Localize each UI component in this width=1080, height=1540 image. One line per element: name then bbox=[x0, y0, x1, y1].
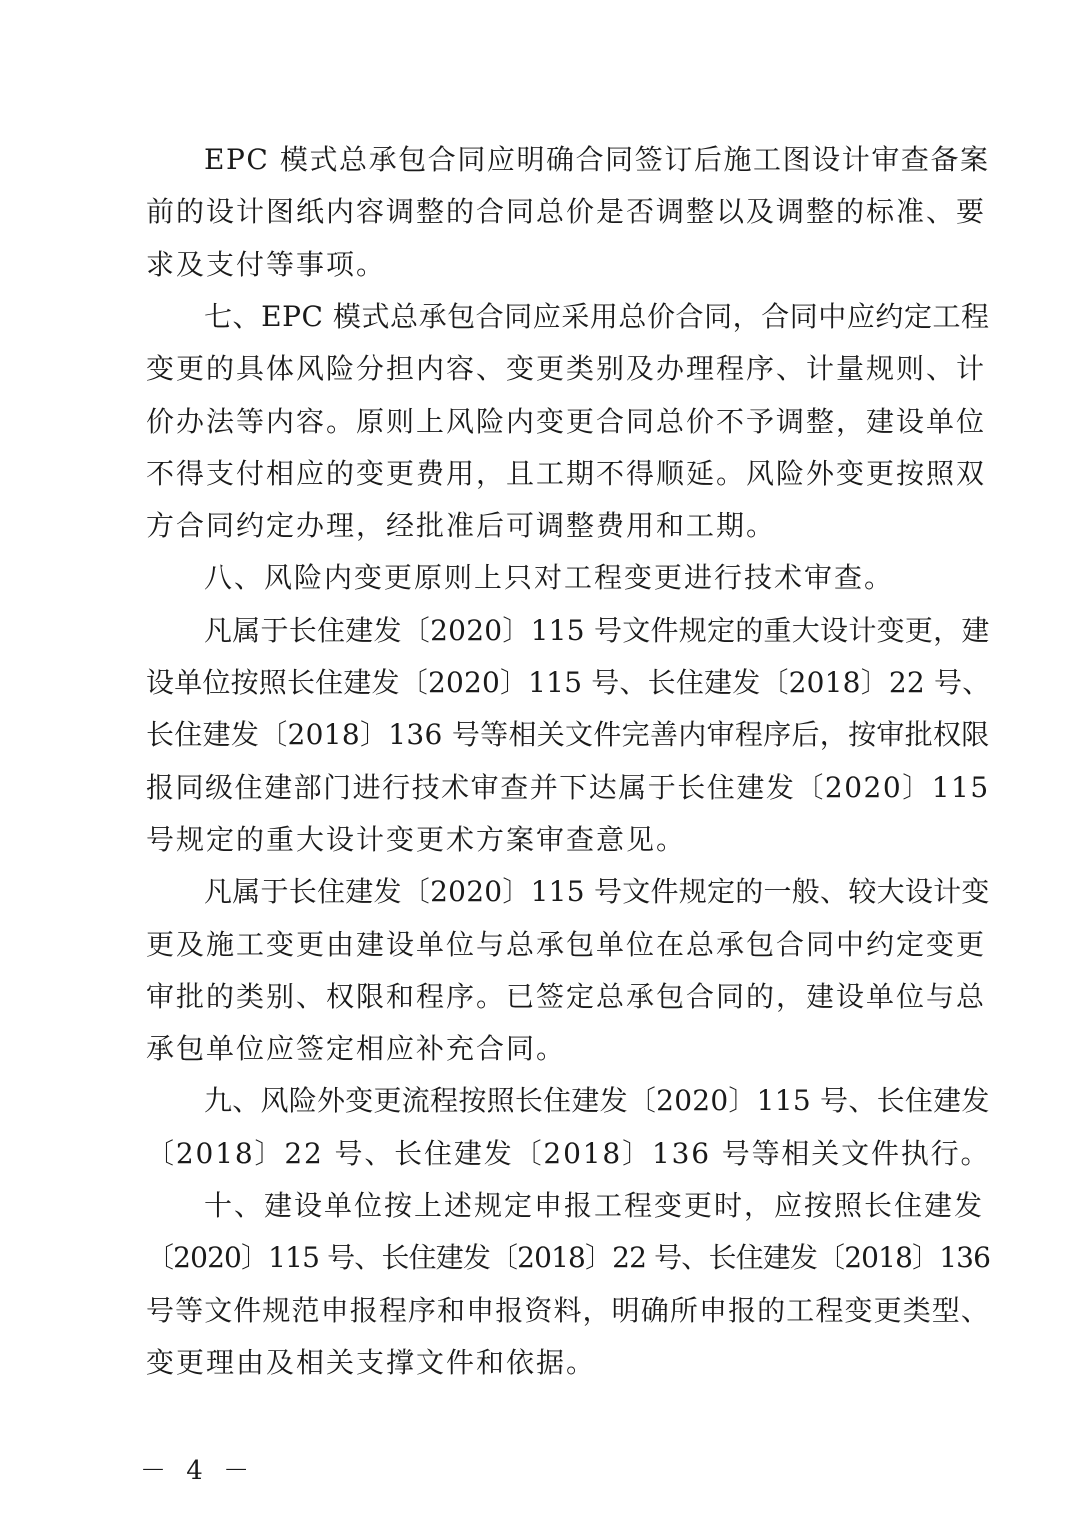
paragraph-line: 〔2020〕115 号、长住建发〔2018〕22 号、长住建发〔2018〕136 bbox=[146, 1241, 991, 1275]
paragraph-line: 价办法等内容。原则上风险内变更合同总价不予调整，建设单位 bbox=[146, 404, 987, 438]
paragraph-line: 审批的类别、权限和程序。已签定总承包合同的，建设单位与总 bbox=[146, 979, 987, 1013]
paragraph-line: 号等文件规范申报程序和申报资料，明确所申报的工程变更类型、 bbox=[146, 1293, 991, 1327]
paragraph-line: 号规定的重大设计变更术方案审查意见。 bbox=[146, 822, 687, 856]
paragraph-line: 八、风险内变更原则上只对工程变更进行技术审查。 bbox=[204, 561, 895, 595]
paragraph-line: EPC 模式总承包合同应明确合同签订后施工图设计审查备案 bbox=[204, 143, 990, 176]
paragraph-line: 七、EPC 模式总承包合同应采用总价合同，合同中应约定工程 bbox=[204, 299, 990, 333]
paragraph-line: 变更的具体风险分担内容、变更类别及办理程序、计量规则、计 bbox=[146, 352, 987, 386]
paragraph-line: 〔2018〕22 号、长住建发〔2018〕136 号等相关文件执行。 bbox=[146, 1136, 991, 1170]
paragraph-line: 设单位按照长住建发〔2020〕115 号、长住建发〔2018〕22 号、 bbox=[146, 666, 991, 699]
paragraph-line: 十、建设单位按上述规定申报工程变更时，应按照长住建发 bbox=[204, 1189, 985, 1222]
page-number: － 4 － bbox=[140, 1456, 256, 1486]
paragraph-line: 承包单位应签定相应补充合同。 bbox=[146, 1032, 567, 1066]
paragraph-line: 更及施工变更由建设单位与总承包单位在总承包合同中约定变更 bbox=[146, 927, 987, 961]
paragraph-line: 九、风险外变更流程按照长住建发〔2020〕115 号、长住建发 bbox=[204, 1084, 990, 1118]
paragraph-line: 方合同约定办理，经批准后可调整费用和工期。 bbox=[146, 509, 777, 543]
paragraph-line: 长住建发〔2018〕136 号等相关文件完善内审程序后，按审批权限 bbox=[146, 718, 990, 752]
paragraph-line: 不得支付相应的变更费用，且工期不得顺延。风险外变更按照双 bbox=[146, 456, 987, 490]
paragraph-line: 凡属于长住建发〔2020〕115 号文件规定的一般、较大设计变 bbox=[204, 875, 990, 909]
paragraph-line: 求及支付等事项。 bbox=[146, 247, 387, 281]
paragraph-line: 报同级住建部门进行技术审查并下达属于长住建发〔2020〕115 bbox=[146, 770, 990, 804]
paragraph-line: 凡属于长住建发〔2020〕115 号文件规定的重大设计变更，建 bbox=[204, 613, 990, 647]
paragraph-line: 前的设计图纸内容调整的合同总价是否调整以及调整的标准、要 bbox=[146, 195, 987, 229]
paragraph-line: 变更理由及相关支撑文件和依据。 bbox=[146, 1345, 597, 1379]
